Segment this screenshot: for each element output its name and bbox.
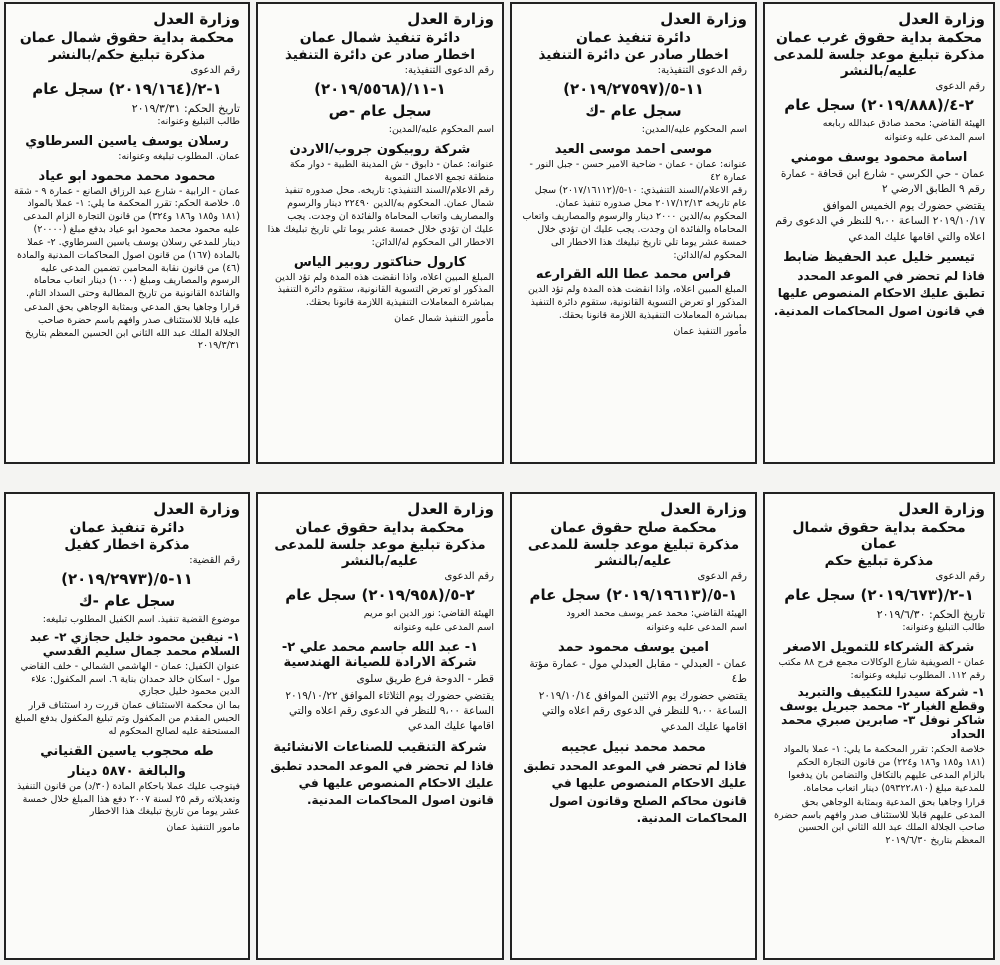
notice-subtitle: اخطار صادر عن دائرة التنفيذ <box>284 47 476 63</box>
notice-north-amman-execution <box>256 2 504 464</box>
judgment-summary: عمان - الرابية - شارع عبد الرزاق الصانع - عمارة ٩ - شقة ٥. خلاصة الحكم: تقرر المحكمة ما يلي: ١- عملا بالمواد (١٨١ و١٨٥ و١٨٦ و٣٢٤) من قانون التجارة الزام المدعى عليه محمود محمد محمود ابو عياد بدفع مبلغ (٢٠٠٠٠) دينار للمدعي رسلان يوسف ياسين السرطاوي. ٢- عملا بالمادة (١٦٧) من قانون اصول المحاكمات المدنية والمادة (٤٦) من قانون نقابة المحامين تضمين المدعى عليه الرسوم والمصاريف ومبلغ (١٠٠٠) دينار اتعاب محاماة والفائدة القانونية من تاريخ المطالبة وحتى السداد التام. <box>14 185 240 300</box>
case-label: رقم الدعوى <box>190 65 240 76</box>
case-label: رقم الدعوى التنفيذية: <box>657 65 747 76</box>
creditor-name: كارول حناكتور روبير الياس <box>293 254 467 270</box>
ministry-title: وزارة العدل <box>407 500 494 518</box>
case-number: ٢-٤/(٢٠١٩/٨٨٨) سجل عام <box>784 96 974 114</box>
judgment-date: تاريخ الحكم: ٢٠١٩/٣/٣١ <box>131 102 240 115</box>
ministry-title: وزارة العدل <box>898 10 985 28</box>
case-type: سجل عام -ك <box>78 592 176 610</box>
notice-body: رقم الاعلام/السند التنفيذي: تاريخه. محل صدوره تنفيذ شمال عمان. المحكوم به/الدين ٢٢٤٩٠ دينار والرسوم والمصاريف واتعاب المحاماة والفائدة ان وجدت. يجب عليك ان تؤدي خلال خمسة عشر يوما تلي تاريخ تبليغك هذا الاخطار الى المحكوم له/الدائن: <box>267 185 494 248</box>
case-label: رقم الدعوى <box>697 571 747 582</box>
notice-footer: قرارا وجاهيا بحق المدعي وبمثابة الوجاهي بحق المدعى عليه قابلا للاستئناف صدر وافهم باسم حضرة صاحب الجلالة الملك عبد الله الثاني ابن الحسين المعظم بتاريخ ٢٠١٩/٣/٣١ <box>24 301 240 352</box>
court-name: محكمة بداية حقوق شمال عمان <box>19 30 235 46</box>
notice-body: يقتضي حضورك يوم الاثنين الموافق ٢٠١٩/١٠/١٤ الساعة ٩،٠٠ للنظر في الدعوى رقم اعلاه والتي اقامها عليك المدعي <box>538 690 747 733</box>
case-number: ١-١١/(٢٠١٩/٥٥٦٨) <box>314 80 446 98</box>
notice-body: يقتضي حضورك يوم الخميس الموافق ٢٠١٩/١٠/١٧ الساعة ٩،٠٠ للنظر في الدعوى رقم اعلاه والتي اقامها عليك المدعي <box>775 200 985 243</box>
court-name: دائرة تنفيذ شمال عمان <box>299 30 461 46</box>
signature: مأمور التنفيذ شمال عمان <box>394 312 494 324</box>
plaintiff-name: محمد محمد نبيل عجيبه <box>561 739 706 755</box>
debtor-address: عنوانه: عمان - عمان - ضاحية الامير حسن - جبل النور - عمارة ٤٢ <box>529 158 747 183</box>
court-name: محكمة صلح حقوق عمان <box>550 520 717 536</box>
ministry-title: وزارة العدل <box>407 10 494 28</box>
requester-name: شركة الشركاء للتمويل الاصغر <box>783 639 975 655</box>
debtor-name: شركة روبيكون جروب/الاردن <box>289 141 471 157</box>
requester-label: طالب التبليغ وعنوانه: <box>157 116 240 127</box>
guarantor-label: موضوع القضية تنفيذ. اسم الكفيل المطلوب تبليغه: <box>42 614 240 625</box>
ministry-title: وزارة العدل <box>153 500 240 518</box>
creditor-name: طه محجوب ياسين القنياني <box>40 743 214 759</box>
court-name: محكمة بداية حقوق شمال عمان <box>792 520 966 552</box>
guarantor-address: عنوان الكفيل: عمان - الهاشمي الشمالي - خلف القاضي مول - اسكان خالد حمدان بناية ٦. اسم المكفول: علاء الدين محمود خليل حجازي <box>20 660 240 698</box>
defendant-label: اسم المدعى عليه وعنوانه <box>646 621 747 633</box>
case-number: ١١-٥/(٢٠١٩/٢٩٧٣) <box>61 570 193 588</box>
requester-label: طالب التبليغ وعنوانه: <box>902 622 985 633</box>
ministry-title: وزارة العدل <box>153 10 240 28</box>
defendant-address: عمان - حي الكرسي - شارع ابن قحافة - عمارة رقم ٩ الطابق الارضي ٢ <box>780 167 985 195</box>
judge-line: الهيئة القاضي: محمد عمر يوسف محمد العرود <box>566 608 747 619</box>
case-type: سجل عام -ص <box>328 102 432 120</box>
notice-body: رقم الاعلام/السند التنفيذي: ١٠-٥/(٢٠١٧/١٦١١٢) سجل عام تاريخه ٢٠١٧/١٢/١٣ محل صدوره تنفيذ عمان. المحكوم به/الدين ٢٠٠٠ دينار والرسوم والمصاريف واتعاب المحاماة والفائدة ان وجدت. يجب عليك ان تؤدي خلال خمسة عشر يوما تلي تاريخ تبليغك هذا الاخطار الى المحكوم له/الدائن: <box>522 185 747 261</box>
requester-address: عمان - الصويفية شارع الوكالات مجمع فرح ٨٨ مكتب رقم ١١٢. المطلوب تبليغه وعنوانه: <box>778 656 985 681</box>
notice-footer: فيتوجب عليك عملا باحكام المادة (٣٠/د) من قانون التنفيذ وتعديلاته رقم ٢٥ لسنة ٢٠٠٧ دفع هذا المبلغ خلال خمسة عشر يوما من تاريخ تبليغك هذا الاخطار <box>17 780 240 818</box>
debtor-label: اسم المحكوم عليه/المدين: <box>641 124 747 135</box>
case-label: رقم الدعوى التنفيذية: <box>404 65 494 76</box>
notice-amman-execution-1 <box>510 2 757 464</box>
notice-amman-first-instance-session <box>256 492 504 960</box>
notice-west-amman-session <box>763 2 995 464</box>
case-label: رقم الدعوى <box>935 81 985 92</box>
defendant-label: اسم المدعى عليه وعنوانه <box>884 131 985 143</box>
guarantor-names: ١- نيفين محمود خليل حجازي ٢- عبد السلام محمد جمال سليم القدسي <box>29 629 240 658</box>
requester-name: رسلان يوسف ياسين السرطاوي <box>25 133 229 149</box>
defendant-address: قطر - الدوحة فرع طريق سلوى <box>356 672 494 685</box>
notice-subtitle: مذكرة تبليغ موعد جلسة للمدعى عليه/بالنشر <box>274 537 486 569</box>
notice-subtitle: مذكرة تبليغ حكم <box>824 553 934 569</box>
case-number: ١١-٥/(٢٠١٩/٢٧٥٩٧) <box>563 80 704 98</box>
notice-body: بما ان محكمة الاستئناف عمان قررت رد استئناف قرار الحبس المقدم من المكفول وتم تبليغ المكفول بدفع المبلغ المستحقة عليه لصالح المحكوم له <box>14 700 240 737</box>
court-name: محكمة بداية حقوق عمان <box>295 520 465 536</box>
notice-subtitle: مذكرة اخطار كفيل <box>64 537 190 553</box>
notice-amman-guarantor <box>4 492 250 960</box>
defendant-label: اسم المدعى عليه وعنوانه <box>393 621 494 633</box>
case-number: ١-٢/(٢٠١٩/١٦٤) سجل عام <box>32 80 222 98</box>
notice-north-amman-judgment-1 <box>4 2 250 464</box>
plaintiff-name: شركة التنقيب للصناعات الانشائية <box>273 739 487 755</box>
case-label: رقم الدعوى <box>935 571 985 582</box>
case-label: رقم القضية: <box>189 555 240 566</box>
creditor-name: فراس محمد عطا الله القرارعه <box>535 267 732 283</box>
judge-line: الهيئة القاضي: نور الدين ابو مريم <box>363 608 494 619</box>
notice-footer: المبلغ المبين اعلاه، واذا انقضت هذه المدة ولم تؤد الدين المذكور او تعرض التسوية القانونية، ستقوم دائرة التنفيذ بمباشرة المعاملات التنفيذية اللازمة قانونا بحقك. <box>528 284 747 321</box>
signature: مامور التنفيذ عمان <box>166 822 240 834</box>
case-number: ١-٥/(٢٠١٩/١٩٦١٣) سجل عام <box>529 586 738 604</box>
defendant-names: ١- عبد الله جاسم محمد علي ٢- شركة الارادة للصيانة الهندسية <box>281 639 479 670</box>
notice-footer: المبلغ المبين اعلاه، واذا انقضت هذه المدة ولم تؤد الدين المذكور او تعرض التسوية القانونية، ستقوم دائرة التنفيذ بمباشرة المعاملات التنفيذية اللازمة قانونا بحقك. <box>275 271 494 309</box>
signature: مأمور التنفيذ عمان <box>673 325 747 337</box>
notice-subtitle: اخطار صادر عن دائرة التنفيذ <box>538 47 729 63</box>
judgment-date: تاريخ الحكم: ٢٠١٩/٦/٣٠ <box>876 608 985 621</box>
ministry-title: وزارة العدل <box>660 500 747 518</box>
amount-due: والبالغة ٥٨٧٠ دينار <box>68 763 186 779</box>
plaintiff-name: تيسير خليل عبد الحفيظ ضابط <box>783 249 975 265</box>
case-type: سجل عام -ك <box>585 102 682 120</box>
judge-line: الهيئة القاضي: محمد صادق عبدالله ربابعه <box>822 118 985 129</box>
case-number: ١-٢/(٢٠١٩/٦٧٣) سجل عام <box>784 586 974 604</box>
defendant-name: اسامة محمود يوسف مومني <box>790 149 968 165</box>
notice-subtitle: مذكرة تبليغ موعد جلسة للمدعى عليه/بالنشر <box>773 47 985 79</box>
debtor-address: عنوانه: عمان - دابوق - ش المدينة الطبية - دوار مكة منطقة تجمع الاعمال التموية <box>289 158 494 183</box>
requester-address: عمان. المطلوب تبليغه وعنوانه: <box>118 150 240 162</box>
notice-amman-magistrate-session <box>510 492 757 960</box>
ministry-title: وزارة العدل <box>898 500 985 518</box>
notice-footer: فاذا لم تحضر في الموعد المحدد تطبق عليك الاحكام المنصوص عليها في قانون محاكم الصلح وقانون اصول المحاكمات المدنية. <box>523 758 747 825</box>
notice-footer: فاذا لم تحضر في الموعد المحدد تطبق عليك الاحكام المنصوص عليها في قانون اصول المحاكمات المدنية. <box>773 268 985 318</box>
defendant-name: امين يوسف محمود حمد <box>558 639 709 655</box>
court-name: دائرة تنفيذ عمان <box>576 30 691 46</box>
debtor-label: اسم المحكوم عليه/المدين: <box>388 124 494 135</box>
ministry-title: وزارة العدل <box>660 10 747 28</box>
notice-footer: قرارا وجاهيا بحق المدعية وبمثابة الوجاهي بحق المدعى عليهم قابلا للاستئناف صدر وافهم باسم حضرة صاحب الجلالة الملك عبد الله الثاني ابن الحسين المعظم بتاريخ ٢٠١٩/٦/٣٠ <box>774 796 985 847</box>
court-name: محكمة بداية حقوق غرب عمان <box>775 30 983 46</box>
notified-names: ١- شركة سيدرا للتكييف والتبريد وقطع الغيار ٢- محمد جبريل يوسف شاكر نوفل ٣- صابرين صبري محمد الحداد <box>779 685 985 742</box>
notice-north-amman-judgment-2 <box>763 492 995 960</box>
notice-body: يقتضي حضورك يوم الثلاثاء الموافق ٢٠١٩/١٠/٢٢ الساعة ٩،٠٠ للنظر في الدعوى رقم اعلاه والتي اقامها عليك المدعي <box>285 689 494 733</box>
case-label: رقم الدعوى <box>444 571 494 582</box>
court-name: دائرة تنفيذ عمان <box>69 520 185 536</box>
judgment-summary: خلاصة الحكم: تقرر المحكمة ما يلي: ١- عملا بالمواد (١٨١ و١٨٥ و١٨٦ و٢٢٤) من قانون التجارة الحكم بالزام المدعى عليهم بالتكافل والتضامن بان يدفعوا للمدعية مبلغ (٥٩٣٢٢،٨١٠) دينار اتعاب محاماة. <box>783 744 985 794</box>
notified-name: محمود محمد محمود ابو عياد <box>38 168 216 184</box>
case-number: ٢-٥/(٢٠١٩/٩٥٨) سجل عام <box>285 586 475 604</box>
notice-subtitle: مذكرة تبليغ موعد جلسة للمدعى عليه/بالنشر <box>527 537 740 569</box>
debtor-name: موسى احمد موسى العيد <box>554 141 713 157</box>
notice-footer: فاذا لم تحضر في الموعد المحدد تطبق عليك الاحكام المنصوص عليها في قانون اصول المحاكمات المدنية. <box>270 758 494 808</box>
defendant-address: عمان - العبدلي - مقابل العبدلي مول - عمارة مؤتة ط٤ <box>529 657 747 685</box>
notice-subtitle: مذكرة تبليغ حكم/بالنشر <box>48 47 206 63</box>
